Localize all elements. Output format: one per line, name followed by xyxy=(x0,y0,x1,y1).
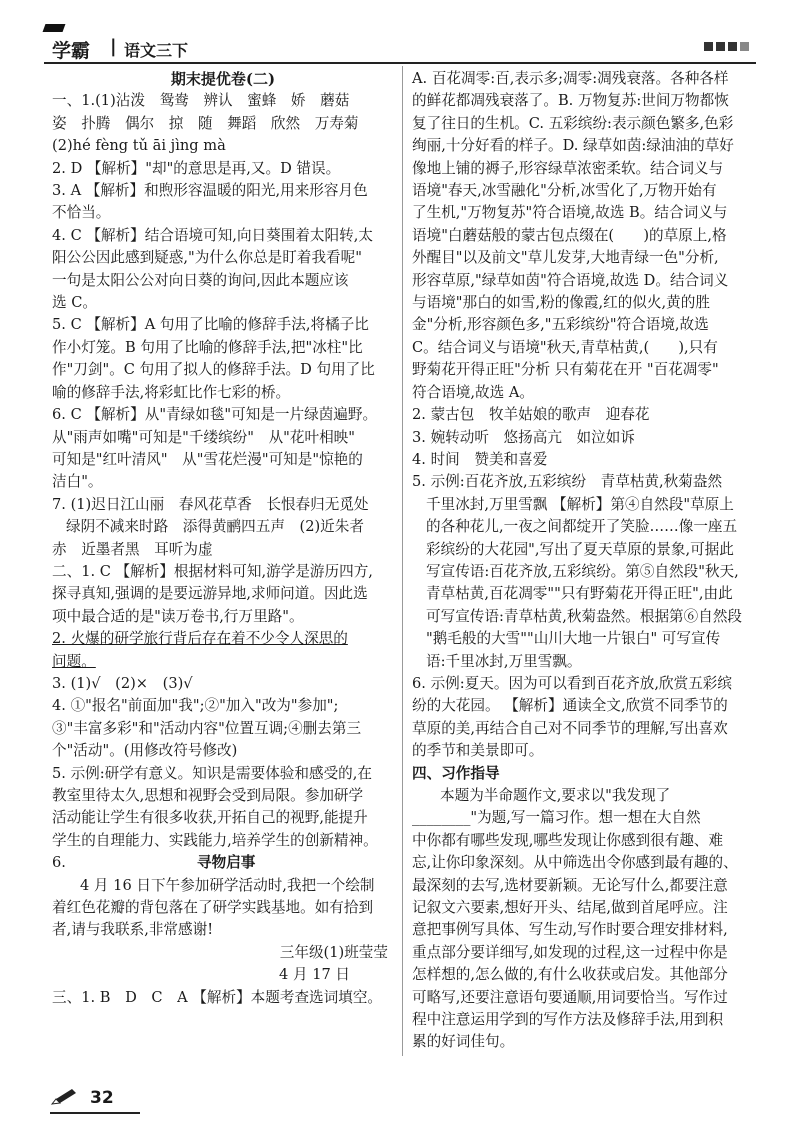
decor-square-icon xyxy=(716,42,725,51)
left-column xyxy=(52,68,394,1009)
answer-line: 姿 扑腾 偶尔 掠 随 舞蹈 欣然 万寿菊 xyxy=(52,114,359,132)
header-separator: | xyxy=(110,36,117,57)
answer-line: 2. 蒙古包 牧羊姑娘的歌声 迎春花 xyxy=(412,406,650,424)
answer-line: 语:千里冰封,万里雪飘。 xyxy=(426,652,582,670)
answer-line: 不恰当。 xyxy=(52,204,111,222)
answer-line: 3. A 【解析】和煦形容温暖的阳光,用来形容月色 xyxy=(52,182,368,200)
right-column xyxy=(412,68,758,1054)
answer-line: 2. 火爆的研学旅行背后存在着不少令人深思的 xyxy=(52,630,348,648)
answer-line: 3. (1)√ (2)× (3)√ xyxy=(52,674,193,692)
graduation-cap-icon xyxy=(43,24,66,32)
answer-line: 活动能让学生有很多收获,开拓自己的视野,能提升 xyxy=(52,809,368,827)
answer-line: 形容草原,"绿草如茵"符合语境,故选 D。结合词义 xyxy=(412,271,729,289)
brand-logo: 学霸 xyxy=(52,40,91,62)
answer-line xyxy=(52,852,394,874)
answer-line: 选 C。 xyxy=(52,294,97,312)
notice-date: 4 月 17 日 xyxy=(279,966,350,984)
notice-body: 着红色花瓣的背包落在了研学实践基地。如有拾到 xyxy=(52,899,374,917)
answer-line: 的鲜花都凋残衰落了。B. 万物复苏:世间万物都恢 xyxy=(412,92,729,110)
header-rule xyxy=(44,62,756,64)
answer-line: 写宣传语:百花齐放,五彩缤纷。第⑤自然段"秋天, xyxy=(426,562,739,580)
answer-line: 二、1. C 【解析】根据材料可知,游学是游历四方, xyxy=(52,562,373,580)
page-footer xyxy=(50,1088,750,1112)
guidance-line: 重点部分要详细写,如发现的过程,这一过程中你是 xyxy=(412,943,728,961)
answer-line: 项中最合适的是"读万卷书,行万里路"。 xyxy=(52,607,304,625)
answer-line: 5. 示例:百花齐放,五彩缤纷 青草枯黄,秋菊盎然 xyxy=(412,473,723,491)
answer-line: 2. D 【解析】"却"的意思是再,又。D 错误。 xyxy=(52,159,341,177)
answer-line: 教室里待太久,思想和视野会受到局限。参加研学 xyxy=(52,787,364,804)
answer-line: 3. 婉转动听 悠扬高亢 如泣如诉 xyxy=(412,428,635,446)
answer-line: 绿阴不减来时路 添得黄鹂四五声 (2)近朱者 xyxy=(66,518,364,536)
pencil-icon xyxy=(50,1088,78,1106)
answer-line: 三、1. B D C A 【解析】本题考查选词填空。 xyxy=(52,988,383,1006)
page-header xyxy=(44,30,756,60)
answer-line: 阳公公因此感到疑惑,"为什么你总是盯着我看呢" xyxy=(52,249,362,267)
guidance-line: 怎样想的,怎么做的,有什么收获或启发。其他部分 xyxy=(412,966,728,984)
guidance-line: 忘,让你印象深刻。从中筛选出令你感到最有趣的、 xyxy=(412,854,738,872)
answer-line: "鹅毛般的大雪""山川大地一片银白" 可写宣传 xyxy=(426,630,721,648)
answer-line: 个"活动"。(用修改符号修改) xyxy=(52,742,238,760)
answer-line: 问题。 xyxy=(52,652,96,670)
notice-signature: 三年级(1)班莹莹 xyxy=(279,943,388,961)
notice-body: 者,请与我联系,非常感谢! xyxy=(52,921,214,939)
answer-line: 4. ①"报名"前面加"我";②"加入"改为"参加"; xyxy=(52,697,339,715)
answer-line: 像地上铺的褥子,形容绿草浓密柔软。结合词义与 xyxy=(412,159,724,177)
answer-line: 一、1.(1)沾泼 鸳鸯 辨认 蜜蜂 娇 蘑菇 xyxy=(52,92,350,110)
decor-square-icon xyxy=(728,42,737,51)
notice-body: 4 月 16 日下午参加研学活动时,我把一个绘制 xyxy=(80,876,375,894)
answer-line: 7. (1)迟日江山丽 春风花草香 长恨春归无觅处 xyxy=(52,495,369,513)
column-divider xyxy=(402,66,403,1056)
decor-square-icon xyxy=(704,42,713,51)
answer-line: 5. C 【解析】A 句用了比喻的修辞手法,将橘子比 xyxy=(52,316,369,334)
answer-line: 作"刀剑"。C 句用了拟人的修辞手法。D 句用了比 xyxy=(52,361,375,379)
answer-line: 可写宣传语:青草枯黄,秋菊盎然。根据第⑥自然段 xyxy=(426,607,743,625)
decor-square-icon xyxy=(740,42,749,51)
answer-line: 作小灯笼。B 句用了比喻的修辞手法,把"冰柱"比 xyxy=(52,338,363,356)
footer-rule xyxy=(50,1112,140,1114)
guidance-line: ________"为题,写一篇习作。想一想在大自然 xyxy=(412,809,701,827)
answer-line: 语境"春天,冰雪融化"分析,冰雪化了,万物开始有 xyxy=(412,182,717,200)
answer-line: 绚丽,十分好看的样子。D. 绿草如茵:绿油油的草好 xyxy=(412,137,734,155)
guidance-line: 意把事例写具体、写生动,写作时要合理安排材料, xyxy=(412,921,728,939)
guidance-line: 可略写,还要注意语句要通顺,用词要恰当。写作过 xyxy=(412,988,728,1006)
answer-line: 语境"白蘑菇般的蒙古包点缀在( )的草原上,格 xyxy=(412,226,727,244)
answer-line: 洁白"。 xyxy=(52,473,103,491)
answer-line: (2)hé fèng tǔ āi jìng mà xyxy=(52,137,226,155)
answer-line: 符合语境,故选 A。 xyxy=(412,383,534,401)
answer-line: 彩缤纷的大花园",写出了夏天草原的景象,可据此 xyxy=(426,540,734,558)
answer-line: 纷的大花园。 【解析】通读全文,欣赏不同季节的 xyxy=(412,697,728,715)
guidance-line: 记叙文六要素,想好开头、结尾,做到首尾呼应。注 xyxy=(412,899,728,917)
question-number: 6. xyxy=(52,854,66,872)
guidance-line: 中你都有哪些发现,哪些发现让你感到很有趣、难 xyxy=(412,831,724,849)
notice-title: 寻物启事 xyxy=(197,854,256,872)
answer-line: 4. 时间 赞美和喜爱 xyxy=(412,450,548,468)
guidance-line: 最深刻的去写,选材要新颖。无论写什么,都要注意 xyxy=(412,876,728,894)
answer-line: ③"丰富多彩"和"活动内容"位置互调;④删去第三 xyxy=(52,719,362,737)
answer-line: 6. C 【解析】从"青绿如毯"可知是一片绿茵遍野。 xyxy=(52,406,378,424)
answer-line: 的各种花儿,一夜之间都绽开了笑脸……像一座五 xyxy=(426,518,738,536)
answer-line: 一句是太阳公公对向日葵的询问,因此本题应该 xyxy=(52,271,349,289)
answer-line: 草原的美,再结合自己对不同季节的理解,写出喜欢 xyxy=(412,719,728,737)
answer-line: 从"雨声如嘴"可知是"千缕缤纷" 从"花叶相映" xyxy=(52,428,355,446)
answer-line: 探寻真知,强调的是要远游异地,求师问道。因此选 xyxy=(52,585,368,603)
answer-line: 野菊花开得正旺"分析 只有菊花在开 "百花凋零" xyxy=(412,361,719,379)
guidance-line: 本题为半命题作文,要求以"我发现了 xyxy=(440,787,671,804)
answer-line: 学生的自理能力、实践能力,培养学生的创新精神。 xyxy=(52,831,378,849)
answer-line: 了生机,"万物复苏"符合语境,故选 B。结合词义与 xyxy=(412,204,728,222)
page-number: 32 xyxy=(90,1088,114,1108)
answer-line: 青草枯黄,百花凋零""只有野菊花开得正旺",由此 xyxy=(426,585,733,603)
answer-line: 金"分析,形容颜色多,"五彩缤纷"符合语境,故选 xyxy=(412,316,709,334)
answer-line: 千里冰封,万里雪飘 【解析】第④自然段"草原上 xyxy=(426,495,734,513)
answer-line: 与语境"那白的如雪,粉的像霞,红的似火,黄的胜 xyxy=(412,294,710,312)
page-title: 期末提优卷(二) xyxy=(170,70,276,88)
answer-line: 喻的修辞手法,将彩虹比作七彩的桥。 xyxy=(52,383,291,401)
answer-line: 4. C 【解析】结合语境可知,向日葵围着太阳转,太 xyxy=(52,226,373,244)
answer-line: A. 百花凋零:百,表示多;凋零:凋残衰落。各种各样 xyxy=(412,70,729,87)
answer-line: 外醒目"以及前文"草儿发芽,大地青绿一色"分析, xyxy=(412,249,719,267)
answer-line: 5. 示例:研学有意义。知识是需要体验和感受的,在 xyxy=(52,764,372,782)
answer-line: 6. 示例:夏天。因为可以看到百花齐放,欣赏五彩缤 xyxy=(412,674,732,692)
guidance-line: 累的好词佳句。 xyxy=(412,1033,515,1051)
answer-line: 可知是"红叶清风" 从"雪花烂漫"可知是"惊艳的 xyxy=(52,450,363,468)
answer-line: 赤 近墨者黑 耳听为虚 xyxy=(52,540,213,558)
answer-line: 的季节和美景即可。 xyxy=(412,742,544,760)
section-heading: 四、习作指导 xyxy=(412,764,500,782)
answer-line: C。结合词义与语境"秋天,青草枯黄,( ),只有 xyxy=(412,338,718,356)
guidance-line: 程中注意运用学到的写作方法及修辞手法,用到积 xyxy=(412,1011,724,1029)
answer-line: 复了往日的生机。C. 五彩缤纷:表示颜色繁多,色彩 xyxy=(412,114,734,132)
subject-label: 语文三下 xyxy=(124,41,189,60)
